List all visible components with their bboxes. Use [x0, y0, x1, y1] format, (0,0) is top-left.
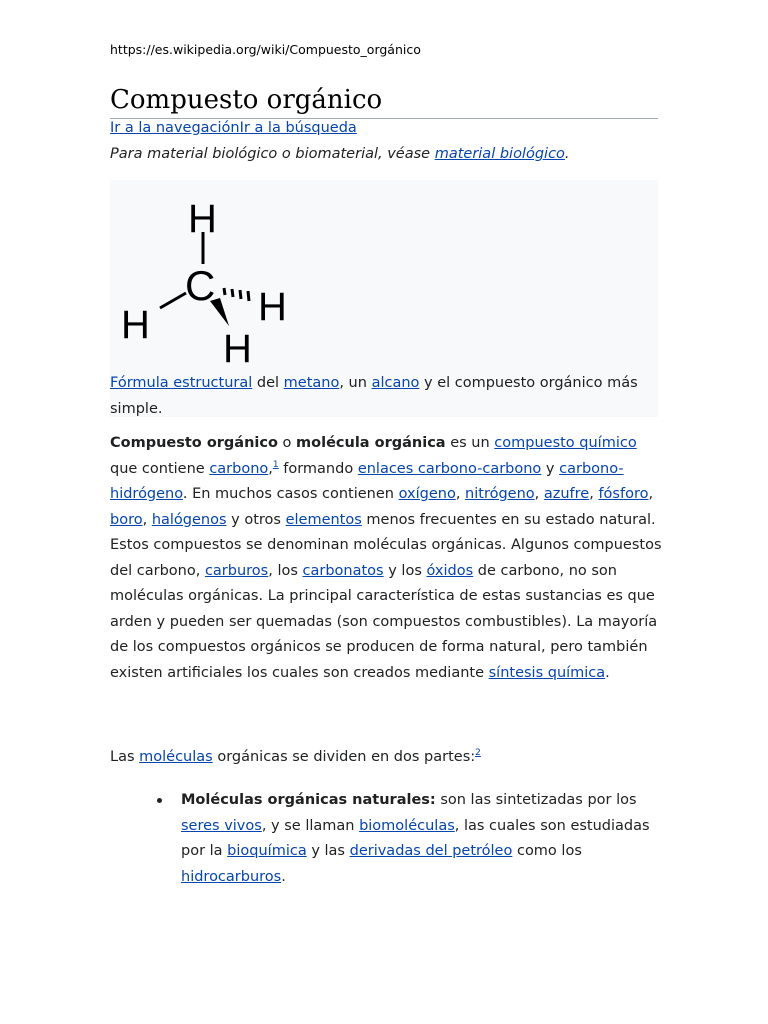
- list-item: Moléculas orgánicas naturales: son las sintetizadas por los seres vivos, y se llaman biomoléculas, las cuales son estudiadas por la bioquímica y las derivadas del petróleo como los hidrocarburos.: [181, 788, 651, 890]
- compuesto-quimico-link[interactable]: compuesto químico: [494, 435, 637, 451]
- bullet-icon: [157, 798, 162, 803]
- material-biologico-link[interactable]: material biológico: [434, 146, 565, 162]
- azufre-link[interactable]: azufre: [543, 486, 590, 502]
- bond-left: [160, 293, 186, 308]
- goto-search-link[interactable]: Ir a la búsqueda: [239, 120, 357, 136]
- carburos-link[interactable]: carburos: [204, 562, 269, 579]
- carbonatos-link[interactable]: carbonatos: [302, 562, 384, 579]
- hatnote-text: Para material biológico o biomaterial, véase: [110, 146, 435, 162]
- division-paragraph: Las moléculas orgánicas se dividen en dos partes:$^2$: [110, 748, 481, 765]
- derivadas-petroleo-link[interactable]: derivadas del petróleo: [349, 843, 513, 859]
- skip-links: [110, 120, 357, 136]
- atom-h-left: H: [121, 303, 150, 347]
- hatnote-suffix: .: [564, 146, 570, 162]
- carbono-hidrogeno-link[interactable]: carbono-hidrógeno: [110, 460, 624, 502]
- atom-c-center: C: [185, 262, 216, 309]
- atom-h-right: H: [258, 285, 287, 329]
- atom-h-top: H: [188, 197, 217, 241]
- alcano-link[interactable]: alcano: [371, 375, 420, 391]
- page-title: Compuesto orgánico: [110, 84, 658, 119]
- enlaces-carbono-link[interactable]: enlaces carbono-carbono: [357, 460, 542, 477]
- fosforo-link[interactable]: fósforo: [598, 486, 649, 502]
- reference-2-link[interactable]: 2: [475, 748, 481, 759]
- list-item-term: Moléculas orgánicas naturales:: [181, 792, 436, 808]
- bold-term: molécula orgánica: [296, 435, 446, 451]
- hatnote: [110, 146, 570, 162]
- methane-figure: [110, 180, 658, 417]
- hidrocarburos-link[interactable]: hidrocarburos: [181, 868, 282, 885]
- boro-link[interactable]: boro: [110, 511, 143, 528]
- figure-caption: Fórmula estructural del metano, un alcano y el compuesto orgánico más simple.: [110, 375, 638, 417]
- sintesis-quimica-link[interactable]: síntesis química: [488, 664, 606, 681]
- halogenos-link[interactable]: halógenos: [151, 511, 227, 528]
- atom-h-bottom: H: [223, 327, 252, 368]
- nitrogeno-link[interactable]: nitrógeno: [465, 486, 535, 502]
- seres-vivos-link[interactable]: seres vivos: [181, 817, 262, 834]
- oxigeno-link[interactable]: oxígeno: [398, 486, 456, 502]
- page-url: https://es.wikipedia.org/wiki/Compuesto_orgánico: [110, 42, 421, 57]
- oxidos-link[interactable]: óxidos: [426, 562, 474, 579]
- bold-term: Compuesto orgánico: [110, 435, 278, 451]
- elementos-link[interactable]: elementos: [285, 511, 362, 528]
- carbono-link[interactable]: carbono: [209, 460, 269, 477]
- methane-structural-formula[interactable]: [118, 188, 298, 368]
- formula-estructural-link[interactable]: Fórmula estructural: [110, 375, 253, 391]
- goto-navigation-link[interactable]: Ir a la navegación: [110, 120, 240, 136]
- metano-link[interactable]: metano: [283, 375, 340, 391]
- moleculas-link[interactable]: moléculas: [139, 749, 213, 765]
- biomoleculas-link[interactable]: biomoléculas: [359, 817, 455, 834]
- bioquimica-link[interactable]: bioquímica: [227, 843, 307, 859]
- bond-right-hashed: [224, 288, 249, 301]
- intro-paragraph: Compuesto orgánico o molécula orgánica es un compuesto químico que contiene carbono,$^1$ formando enlaces carbono-carbono y carbono-hidrógeno. En muchos casos contienen oxígeno, nitrógeno, azufre, fósforo, boro, halógenos y otros elementos menos frecuentes en su estado natural. Estos compuestos se denominan moléculas orgánicas. Algunos compuestos del carbono, carburos, los carbonatos y los óxidos de carbono, no son moléculas orgánicas. La principal característica de estas sustancias es que arden y pueden ser quemadas (son compuestos combustibles). La mayoría de los compuestos orgánicos se producen de forma natural, pero también existen artificiales los cuales son creados mediante síntesis química.: [110, 435, 662, 681]
- reference-1-link[interactable]: 1: [272, 459, 279, 470]
